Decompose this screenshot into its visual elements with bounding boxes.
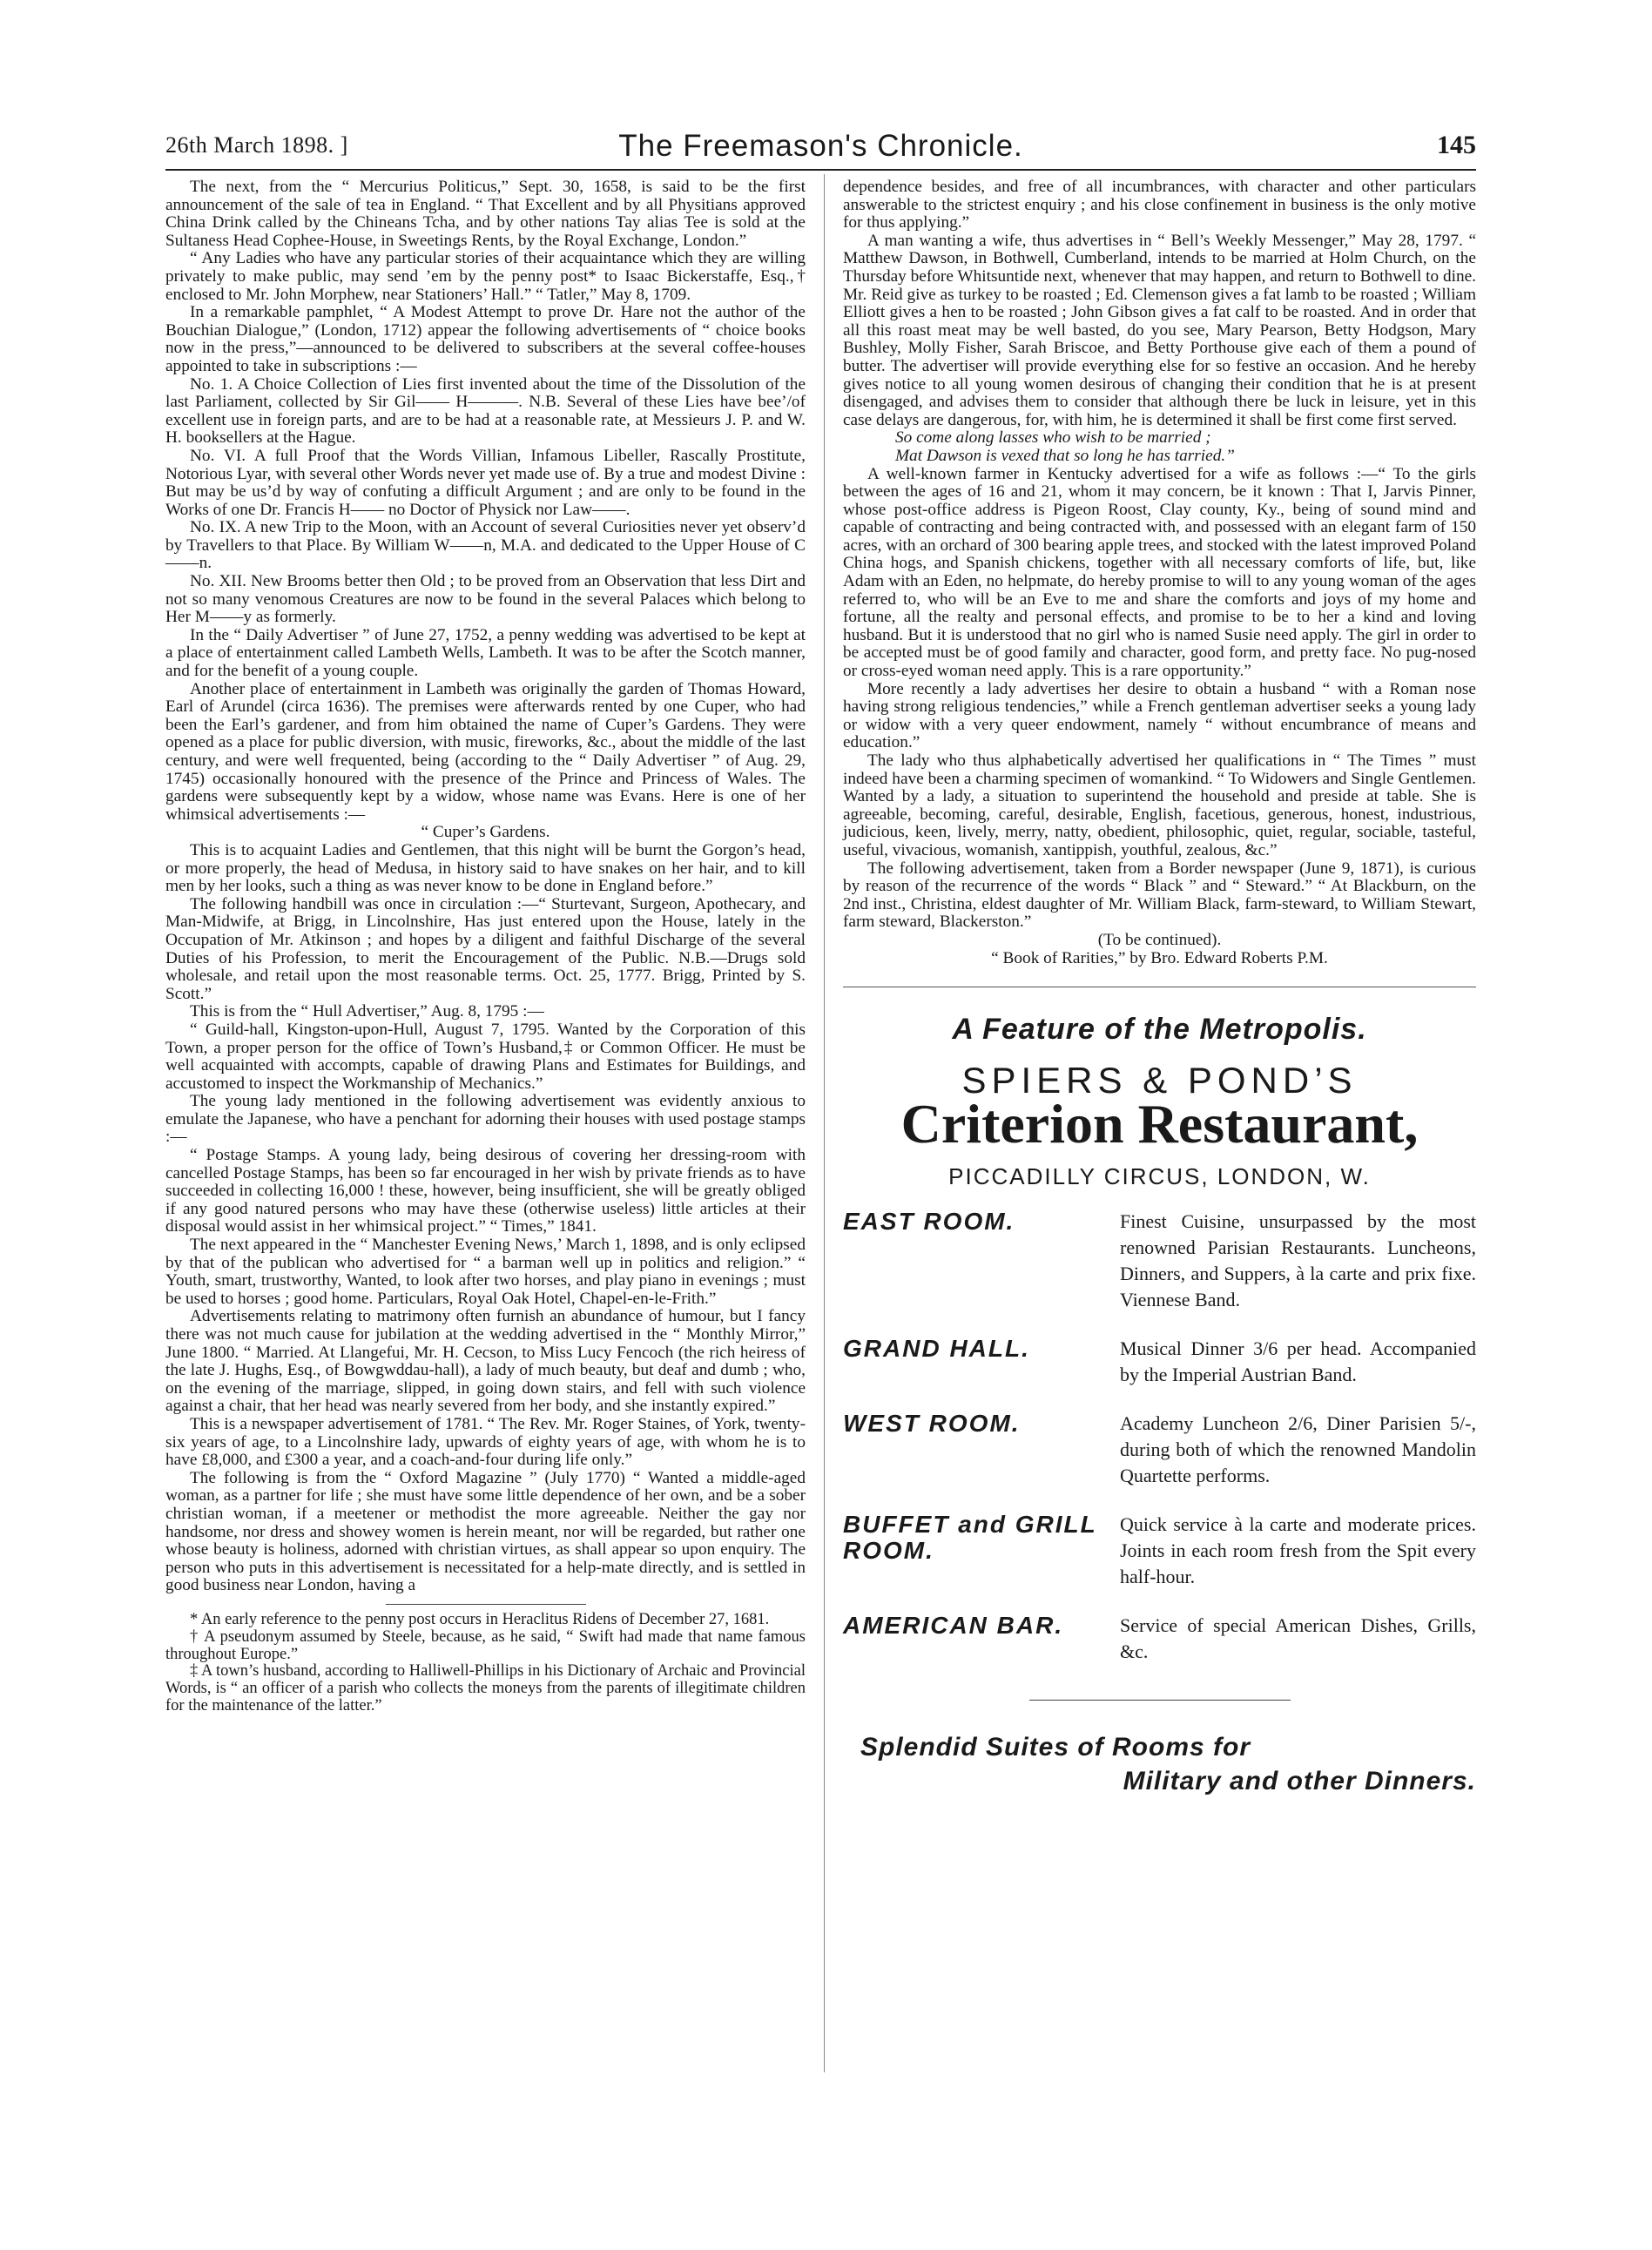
room-entry	[843, 1512, 1476, 1590]
paragraph: This is to acquaint Ladies and Gentlemen, that this night will be burnt the Gorgon’s head, or more properly, the head of Medusa, in history said to have snakes on her hair, and to kill men by her looks, such a thing as was never know to be done in England before.”	[165, 840, 806, 896]
publication-title: The Freemason's Chronicle.	[618, 129, 1023, 163]
paragraph: No. 1. A Choice Collection of Lies first invented about the time of the Dissolution of the last Parliament, collected by Sir Gil—— H———. N.B. Several of these Lies have bee’/of excellent use in foreign parts, and are to be had at a reasonable rate, at Messieurs J. P. and W. H. booksellers at the Hague.	[165, 374, 806, 448]
paragraph: The young lady mentioned in the following advertisement was evidently anxious to emulate the Japanese, who have a penchant for adorning their houses with used postage stamps :—	[165, 1092, 806, 1147]
paragraph: dependence besides, and free of all incumbrances, with character and other particulars answerable to the strictest enquiry ; and his close confinement in business is the only motive for thus applying.”	[843, 178, 1476, 232]
paragraph: A well-known farmer in Kentucky advertised for a wife as follows :—“ To the girls between the ages of 16 and 21, whom it may concern, be it known : That I, Jarvis Pinner, whose post-office address is Pigeon Roost, Clay county, Ky., being of sound mind and capable of contracting and being contracted with, and possessed with an elegant farm of 150 acres, with an orchard of 300 bearing apple trees, and stocked with the latest improved Poland China hogs, and Spanish chickens, together with all necessary comforts of life, but, like Adam with an Eden, no helpmate, do hereby promise to will to any young woman of the ages referred to, who will be an Eve to me and share the comforts and joys of my home and fortune, all the realty and personal effects, and promise to be to her a kind and loving husband. But it is understood that no girl who is named Susie need apply. The girl in order to be accepted must be of good family and character, good form, and pretty face. No pug-nosed or cross-eyed woman need apply. This is a rare opportunity.”	[843, 464, 1476, 681]
suites-line-1: Splendid Suites of Rooms for	[860, 1732, 1251, 1762]
paragraph: The following handbill was once in circulation :—“ Sturtevant, Surgeon, Apothecary, and Man-Midwife, at Brigg, in Lincolnshire, Has just entered upon the House, lately in the Occupation of Mr. Atkinson ; and hopes by a diligent and faithful Discharge of the several Duties of his Profession, to merit the Encouragement of the Public. N.B.—Drugs sold wholesale, and retail upon the most reasonable terms. Oct. 25, 1777. Brigg, Printed by S. Scott.”	[165, 894, 806, 1003]
room-name: GRAND HALL.	[843, 1334, 1030, 1362]
paragraph: In a remarkable pamphlet, “ A Modest Attempt to prove Dr. Hare not the author of the Bouchian Dialogue,” (London, 1712) appear the following advertisements of “ choice books now in the press,”—announced to be delivered to subscribers at the several coffee-houses appointed to take in subscriptions :—	[165, 303, 806, 375]
paragraph: In the “ Daily Advertiser ” of June 27, 1752, a penny wedding was advertised to be kept at a place of entertainment called Lambeth Wells, Lambeth. It was to be after the Scotch manner, and for the benefit of a young couple.	[165, 625, 806, 681]
room-name: EAST ROOM.	[843, 1207, 1015, 1235]
page-header	[165, 129, 1476, 164]
room-description: Academy Luncheon 2/6, Diner Parisien 5/-, during both of which the renowned Mandolin Quartette performs.	[1120, 1411, 1476, 1486]
right-column	[843, 178, 1476, 1795]
verse-line: So come along lasses who wish to be married ;	[895, 428, 1211, 448]
feature-line: A Feature of the Metropolis.	[952, 1013, 1367, 1047]
paragraph: “ Any Ladies who have any particular stories of their acquaintance which they are willing privately to make public, may send ’em by the penny post* to Isaac Bickerstaffe, Esq.,† enclosed to Mr. John Morphew, near Stationers’ Hall.” “ Tatler,” May 8, 1709.	[165, 249, 806, 304]
brand-name: SPIERS & POND’S	[961, 1059, 1358, 1101]
footnote-rule	[386, 1604, 586, 1605]
room-entry	[843, 1411, 1476, 1489]
paragraph: The following is from the “ Oxford Magazine ” (July 1770) “ Wanted a middle-aged woman, as a partner for life ; she must have some little dependence of her own, and be a sober christian woman, if a meetener or methodist the more agreeable. Neither the gay nor handsome, nor dress and showey women is herein meant, nor will be regarded, but rather one whose beauty is holiness, adorned with christian virtues, as shall appear so upon enquiry. The person who puts in this advertisement is necessitated for a help-mate directly, and is settled in good business near London, having a	[165, 1468, 806, 1595]
paragraph: “ Postage Stamps. A young lady, being desirous of covering her dressing-room with cancelled Postage Stamps, has been so far encouraged in her wish by private friends as to have succeeded in collecting 16,000 ! these, however, being insufficient, she will be greatly obliged if any good natured persons who may have these (otherwise useless) little articles at their disposal would assist in her whimsical project.” “ Times,” 1841.	[165, 1146, 806, 1236]
footnote: ‡ A town’s husband, according to Halliwell-Phillips in his Dictionary of Archaic and Provincial Words, is “ an officer of a parish who collects the moneys from the parents of illegitimate children for the maintenance of the latter.”	[165, 1662, 806, 1714]
paragraph: This is a newspaper advertisement of 1781. “ The Rev. Mr. Roger Staines, of York, twenty-six years of age, to a Lincolnshire lady, upwards of eighty years of age, with whom he is to have £8,000, and £300 a year, and a coach-and-four during life only.”	[165, 1414, 806, 1470]
footnote: † A pseudonym assumed by Steele, because, as he said, “ Swift had made that name famous throughout Europe.”	[165, 1627, 806, 1663]
paragraph: Another place of entertainment in Lambeth was originally the garden of Thomas Howard, Earl of Arundel (circa 1636). The premises were afterwards rented by one Cuper, who had been the Earl’s gardener, and from him obtained the name of Cuper’s Gardens. They were opened as a place for public diversion, with music, fireworks, &c., about the middle of the last century, and were well frequented, being (according to the “ Daily Advertiser ” of Aug. 29, 1745) occasionally honoured with the presence of the Prince and Princess of Wales. The gardens were subsequently kept by a widow, whose name was Evans. Here is one of her whimsical advertisements :—	[165, 679, 806, 824]
room-entry	[843, 1613, 1476, 1665]
advert-divider	[1029, 1700, 1291, 1701]
restaurant-location: PICCADILLY CIRCUS, LONDON, W.	[948, 1163, 1371, 1190]
paragraph: No. XII. New Brooms better then Old ; to be proved from an Observation that less Dirt and not so many venomous Creatures are now to be found in the several Palaces which belong to Her M——y as formerly.	[165, 572, 806, 627]
room-entry	[843, 1209, 1476, 1313]
room-description: Musical Dinner 3/6 per head. Accompanied by the Imperial Austrian Band.	[1120, 1337, 1476, 1385]
source-credit: “ Book of Rarities,” by Bro. Edward Roberts P.M.	[991, 948, 1328, 967]
header-rule	[165, 169, 1476, 171]
paragraph: The next, from the “ Mercurius Politicus,” Sept. 30, 1658, is said to be the first announcement of the sale of tea in England. “ That Excellent and by all Physitians approved China Drink called by the Chineans Tcha, and by other nations Tay alias Tee is sold at the Sultaness Head Cophee-House, in Sweetings Rents, by the Royal Exchange, London.”	[165, 178, 806, 250]
room-description: Finest Cuisine, unsurpassed by the most renowned Parisian Restaurants. Luncheons, Dinners, and Suppers, à la carte and prix fixe. Viennese Band.	[1120, 1209, 1476, 1310]
room-name: WEST ROOM.	[843, 1409, 1021, 1437]
paragraph: A man wanting a wife, thus advertises in “ Bell’s Weekly Messenger,” May 28, 1797. “ Matthew Dawson, in Bothwell, Cumberland, intends to be married at Holm Church, on the Thursday before Whitsuntide next, whenever that may happen, and return to Bothwell to dine. Mr. Reid give as turkey to be roasted ; Ed. Clemenson gives a fat lamb to be roasted ; William Elliott gives a hen to be roasted ; John Gibson gives a fat calf to be roasted. And in order that all this roast meat may be well basted, do you see, Mary Pearson, Betty Hodgson, Mary Bushley, Molly Fisher, Sarah Briscoe, and Betty Porthouse give each of them a pound of butter. The advertiser will provide everything else for so festive an occasion. And he hereby gives notice to all young women desirous of changing their condition that he is at present disengaged, and advises them to consider that although there be luck in leisure, yet in this case delays are dangerous, for, with him, he is determined it shall be first come first served.	[843, 231, 1476, 429]
room-description: Quick service à la carte and moderate prices. Joints in each room fresh from the Spit every half-hour.	[1120, 1512, 1476, 1587]
paragraph: No. VI. A full Proof that the Words Villian, Infamous Libeller, Rascally Prostitute, Notorious Lyar, with several other Words never yet made use of. By a true and modest Divine : But may be us’d by way of confuting a difficult Argument ; and are only to be found in the Works of one Dr. Francis H—— no Doctor of Physick nor Law——.	[165, 446, 806, 519]
paragraph: This is from the “ Hull Advertiser,” Aug. 8, 1795 :—	[190, 1002, 544, 1021]
continued-note: (To be continued).	[1097, 930, 1222, 949]
restaurant-name: Criterion Restaurant,	[900, 1093, 1419, 1155]
suites-line-2: Military and other Dinners.	[1123, 1766, 1476, 1795]
left-column	[165, 179, 806, 1715]
issue-date: 26th March 1898. ]	[165, 132, 348, 158]
room-entry	[843, 1336, 1476, 1388]
room-name: AMERICAN BAR.	[843, 1611, 1064, 1639]
criterion-advertisement	[843, 1013, 1476, 1795]
verse-line: Mat Dawson is vexed that so long he has tarried.”	[895, 446, 1235, 465]
paragraph: “ Guild-hall, Kingston-upon-Hull, August 7, 1795. Wanted by the Corporation of this Town, a proper person for the office of Town’s Husband,‡ or Common Officer. He must be well acquainted with accompts, capable of drawing Plans and Estimates for Buildings, and accustomed to inspect the Workmanship of Mechanics.”	[165, 1020, 806, 1093]
cupers-gardens-heading: “ Cuper’s Gardens.	[421, 823, 550, 842]
page-number: 145	[1437, 131, 1476, 159]
paragraph: No. IX. A new Trip to the Moon, with an Account of several Curiosities never yet observ’d by Travellers to that Place. By William W——n, M.A. and dedicated to the Upper House of C——n.	[165, 518, 806, 573]
paragraph: The following advertisement, taken from a Border newspaper (June 9, 1871), is curious by reason of the recurrence of the words “ Black ” and “ Steward.” “ At Blackburn, on the 2nd inst., Christina, eldest daughter of Mr. William Black, farm-steward, to William Stewart, farm steward, Blackerston.”	[843, 859, 1476, 932]
column-divider	[824, 174, 825, 2072]
room-description: Service of special American Dishes, Grills, &c.	[1120, 1613, 1476, 1662]
paragraph: Advertisements relating to matrimony often furnish an abundance of humour, but I fancy there was not much cause for jubilation at the wedding advertised in the “ Monthly Mirror,” June 1800. “ Married. At Llangefui, Mr. H. Cecson, to Miss Lucy Fencoch (the rich heiress of the late J. Hughs, Esq., of Bowgwddau-hall), a lady of much beauty, but deaf and dumb ; who, on the evening of the marriage, slipped, in going down stairs, and fell with such violence against a chair, that her head was nearly severed from her body, and she instantly expired.”	[165, 1307, 806, 1416]
paragraph: The lady who thus alphabetically advertised her qualifications in “ The Times ” must indeed have been a charming specimen of womankind. “ To Widowers and Single Gentlemen. Wanted by a lady, a situation to superintend the household and preside at table. She is agreeable, becoming, careful, desirable, English, facetious, generous, honest, industrious, judicious, keen, lively, merry, natty, obedient, philosophic, quiet, regular, sociable, tasteful, useful, vivacious, womanish, xantippish, youthful, zealous, &c.”	[843, 751, 1476, 859]
footnote: * An early reference to the penny post occurs in Heraclitus Ridens of December 27, 1681.	[190, 1610, 770, 1628]
room-name: BUFFET and GRILL ROOM.	[843, 1510, 1097, 1564]
paragraph: More recently a lady advertises her desire to obtain a husband “ with a Roman nose having strong religious tendencies,” while a French gentleman advertiser seeks a young lady or widow with a very queer endowment, namely “ without encumbrance of means and education.”	[843, 679, 1476, 752]
paragraph: The next appeared in the “ Manchester Evening News,’ March 1, 1898, and is only eclipsed by that of the publican who advertised for “ a barman well up in politics and religion.” “ Youth, smart, trustworthy, Wanted, to look after two horses, and play piano in evenings ; must be used to horses ; good home. Particulars, Royal Oak Hotel, Chapel-en-le-Frith.”	[165, 1236, 806, 1308]
